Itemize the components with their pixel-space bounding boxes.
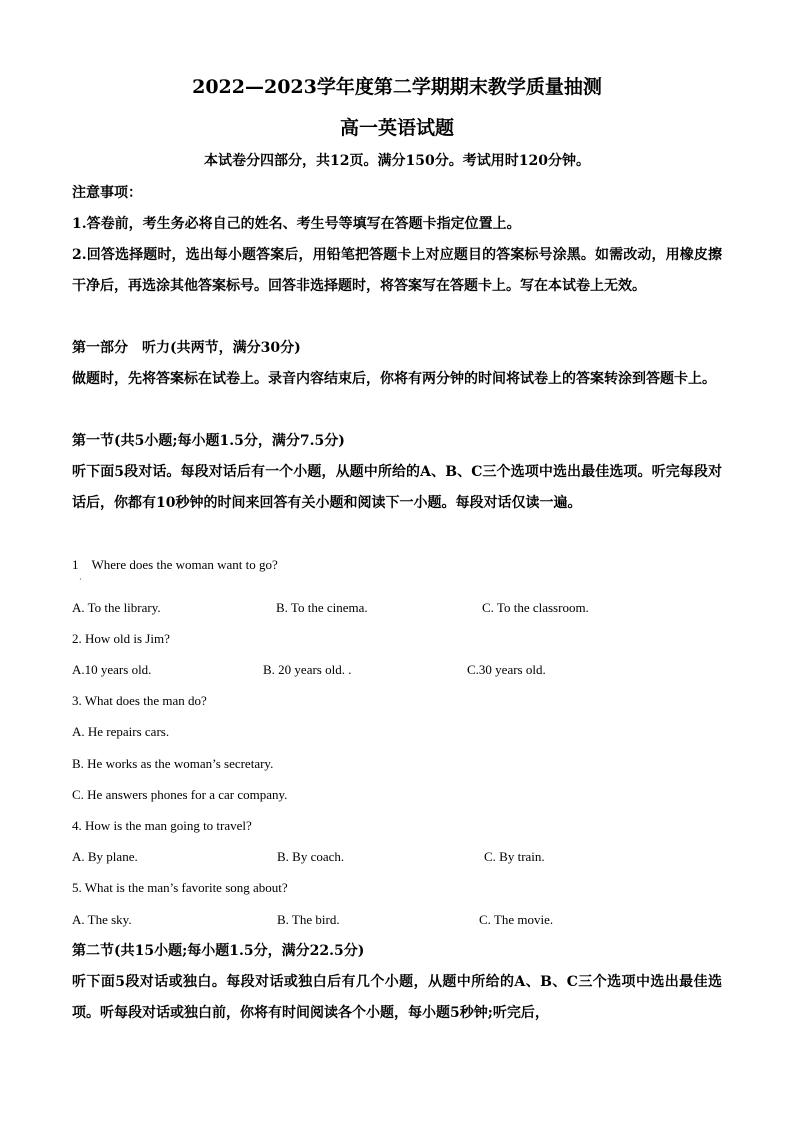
q4-option-a: A. By plane.	[72, 849, 138, 864]
q3-option-a: A. He repairs cars.	[72, 724, 170, 739]
q2-option-a: A.10 years old.	[72, 662, 152, 677]
q4-option-b: B. By coach.	[277, 849, 345, 864]
part1-heading: 第一部分 听力(共两节，满分30分)	[72, 340, 301, 356]
q1-option-b: B. To the cinema.	[276, 600, 368, 615]
question-5: 5. What is the man’s favorite song about?	[72, 880, 288, 895]
q5-option-c: C. The movie.	[479, 912, 554, 927]
part1-instruction: 做题时，先将答案标在试卷上。录音内容结束后，你将有两分钟的时间将试卷上的答案转涂到答题卡上。	[72, 371, 716, 387]
question-1: 1 Where does the woman want to go?	[72, 557, 278, 572]
q3-option-c: C. He answers phones for a car company.	[72, 787, 288, 802]
question-4: 4. How is the man going to travel?	[72, 818, 252, 833]
question-3: 3. What does the man do?	[72, 693, 207, 708]
q5-option-a: A. The sky.	[72, 912, 132, 927]
question-2: 2. How old is Jim?	[72, 631, 170, 646]
section1-heading: 第一节(共5小题;每小题1.5分，满分7.5分)	[72, 433, 345, 449]
q1-option-a: A. To the library.	[72, 600, 161, 615]
section2-instruction: 听下面5段对话或独白。每段对话或独白后有几个小题，从题中所给的A、B、C三个选项中选出最佳选项。听每段对话或独白前，你将有时间阅读各个小题，每小题5秒钟;听完后，	[72, 974, 722, 1021]
stray-mark: ·	[79, 575, 82, 584]
q3-option-b: B. He works as the woman’s secretary.	[72, 756, 274, 771]
section1-instruction: 听下面5段对话。每段对话后有一个小题，从题中所给的A、B、C三个选项中选出最佳选项。听完每段对话后，你都有10秒钟的时间来回答有关小题和阅读下一小题。每段对话仅读一遍。	[72, 464, 722, 511]
exam-info: 本试卷分四部分，共12页。满分150分。考试用时120分钟。	[204, 153, 590, 169]
q4-option-c: C. By train.	[484, 849, 545, 864]
notice-heading: 注意事项：	[72, 185, 142, 201]
exam-subtitle: 高一英语试题	[339, 117, 454, 139]
q2-option-b: B. 20 years old. .	[263, 662, 352, 677]
q2-option-c: C.30 years old.	[467, 662, 546, 677]
notice-item-1: 1.答卷前，考生务必将自己的姓名、考生号等填写在答题卡指定位置上。	[72, 216, 521, 232]
notice-item-2: 2.回答选择题时，选出每小题答案后，用铅笔把答题卡上对应题目的答案标号涂黑。如需改动，用橡皮擦干净后，再选涂其他答案标号。回答非选择题时，将答案写在答题卡上。写在本试卷上无效。	[72, 247, 722, 294]
q1-option-c: C. To the classroom.	[482, 600, 589, 615]
exam-title: 2022—2023学年度第二学期期末教学质量抽测	[192, 76, 602, 98]
section2-heading: 第二节(共15小题;每小题1.5分，满分22.5分)	[72, 943, 365, 959]
q5-option-b: B. The bird.	[277, 912, 340, 927]
